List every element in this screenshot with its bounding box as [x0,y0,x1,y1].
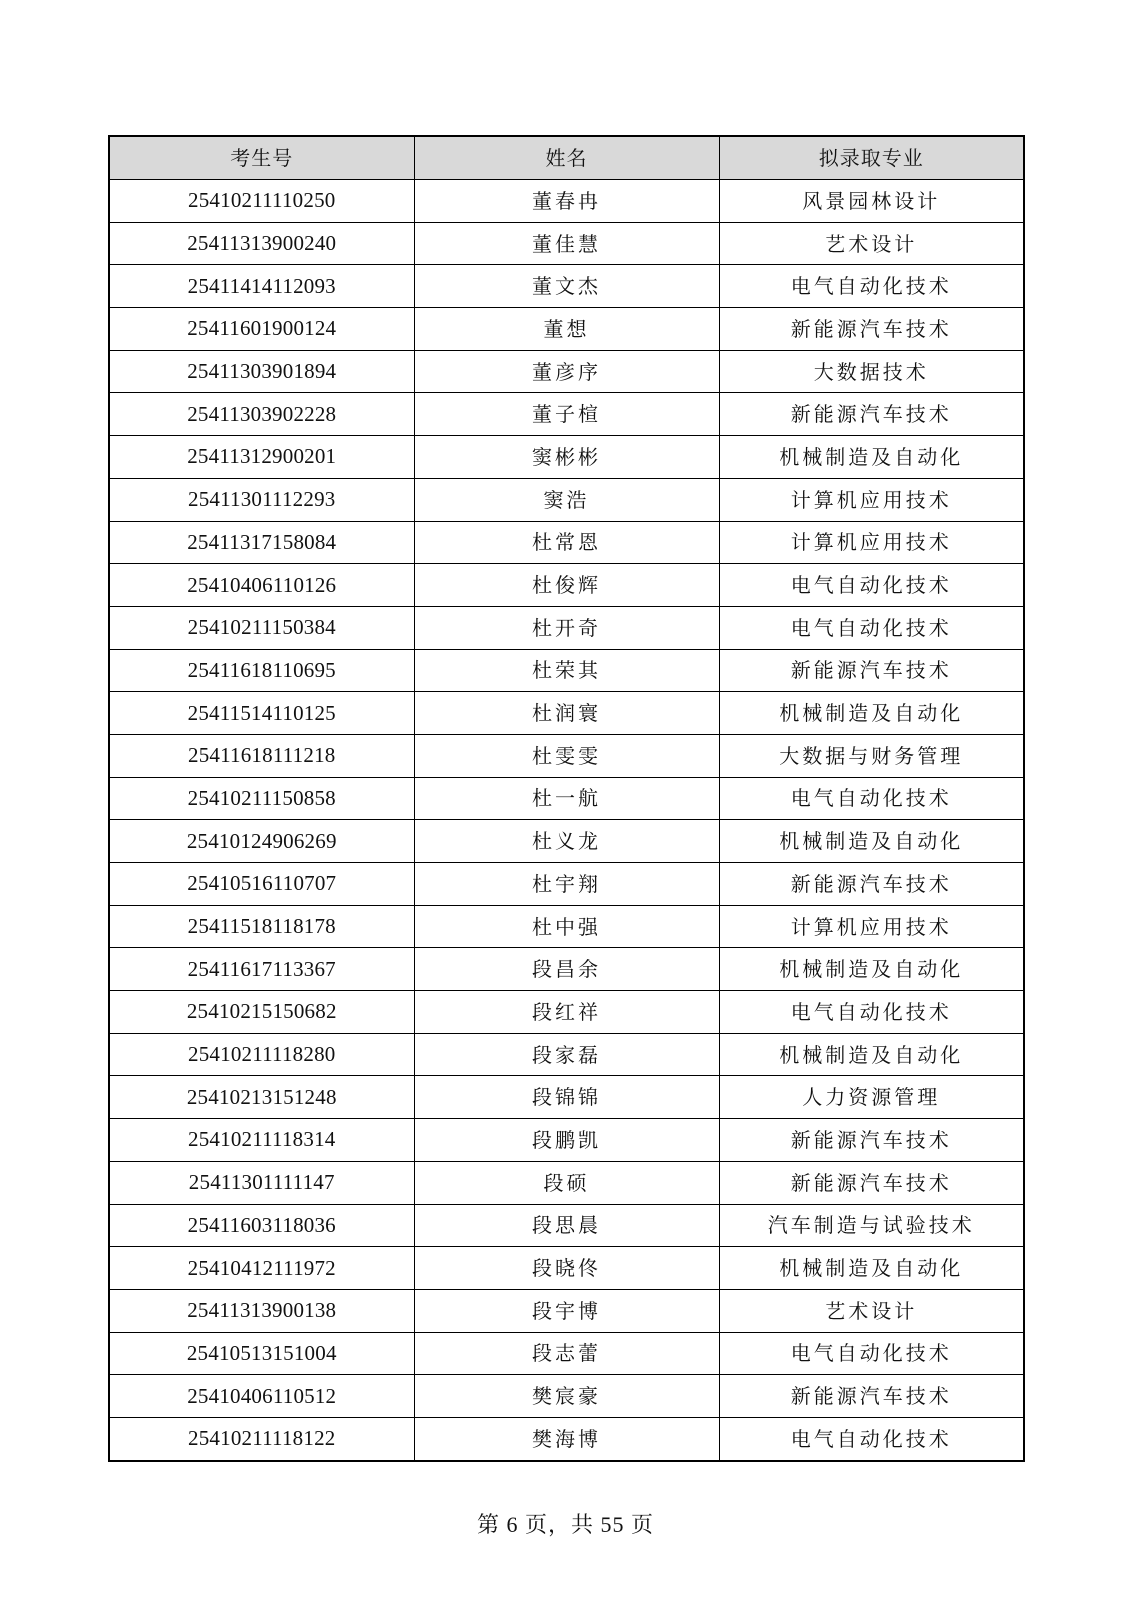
table-row [109,222,1024,265]
name-cell: 窦浩 [414,478,719,521]
table-row [109,1204,1024,1247]
major-cell: 电气自动化技术 [719,1332,1024,1375]
name-cell: 杜常恩 [414,521,719,564]
name-cell: 董子楦 [414,393,719,436]
major-cell: 汽车制造与试验技术 [719,1204,1024,1247]
major-cell: 新能源汽车技术 [719,1161,1024,1204]
table-row [109,692,1024,735]
name-cell: 董彦序 [414,350,719,393]
table-row [109,734,1024,777]
table-row [109,564,1024,607]
exam-id-cell: 25410211118314 [109,1119,414,1162]
name-cell: 杜开奇 [414,606,719,649]
table-row [109,478,1024,521]
table-row [109,180,1024,223]
header-exam-id: 考生号 [109,136,414,180]
exam-id-cell: 25411618111218 [109,734,414,777]
major-cell: 新能源汽车技术 [719,1119,1024,1162]
major-cell: 电气自动化技术 [719,777,1024,820]
major-cell: 计算机应用技术 [719,905,1024,948]
exam-id-cell: 25411518118178 [109,905,414,948]
name-cell: 杜宇翔 [414,863,719,906]
exam-id-cell: 25411514110125 [109,692,414,735]
exam-id-cell: 25411618110695 [109,649,414,692]
table-row [109,1076,1024,1119]
major-cell: 艺术设计 [719,1289,1024,1332]
name-cell: 董文杰 [414,265,719,308]
table-row [109,1375,1024,1418]
name-cell: 段鹏凯 [414,1119,719,1162]
table-row [109,991,1024,1034]
major-cell: 大数据技术 [719,350,1024,393]
table-row [109,521,1024,564]
major-cell: 新能源汽车技术 [719,393,1024,436]
table-row [109,777,1024,820]
exam-id-cell: 25410406110126 [109,564,414,607]
table-row [109,350,1024,393]
exam-id-cell: 25410211110250 [109,180,414,223]
exam-id-cell: 25411301111147 [109,1161,414,1204]
exam-id-cell: 25410211150858 [109,777,414,820]
table-row [109,1119,1024,1162]
major-cell: 机械制造及自动化 [719,820,1024,863]
major-cell: 机械制造及自动化 [719,1247,1024,1290]
exam-id-cell: 25411312900201 [109,436,414,479]
name-cell: 段家磊 [414,1033,719,1076]
exam-id-cell: 25410516110707 [109,863,414,906]
name-cell: 樊宸豪 [414,1375,719,1418]
header-row [109,136,1024,180]
table-row [109,905,1024,948]
exam-id-cell: 25411313900138 [109,1289,414,1332]
exam-id-cell: 25411303902228 [109,393,414,436]
table-row [109,1161,1024,1204]
major-cell: 艺术设计 [719,222,1024,265]
name-cell: 董想 [414,308,719,351]
page-number-text: 第 6 页，共 55 页 [476,1512,654,1537]
table-row [109,1332,1024,1375]
name-cell: 杜荣其 [414,649,719,692]
admission-table [108,135,1025,1462]
exam-id-cell: 25411317158084 [109,521,414,564]
major-cell: 机械制造及自动化 [719,436,1024,479]
table-row [109,265,1024,308]
name-cell: 窦彬彬 [414,436,719,479]
name-cell: 段志蕾 [414,1332,719,1375]
exam-id-cell: 25410412111972 [109,1247,414,1290]
page-footer [0,1508,1131,1539]
name-cell: 董春冉 [414,180,719,223]
name-cell: 段硕 [414,1161,719,1204]
major-cell: 电气自动化技术 [719,564,1024,607]
table-row [109,436,1024,479]
table-row [109,1247,1024,1290]
name-cell: 樊海博 [414,1417,719,1460]
exam-id-cell: 25411617113367 [109,948,414,991]
name-cell: 段昌余 [414,948,719,991]
name-cell: 段晓佟 [414,1247,719,1290]
exam-id-cell: 25410211118280 [109,1033,414,1076]
major-cell: 机械制造及自动化 [719,948,1024,991]
major-cell: 电气自动化技术 [719,265,1024,308]
table-row [109,606,1024,649]
name-cell: 段思晨 [414,1204,719,1247]
major-cell: 计算机应用技术 [719,478,1024,521]
table-row [109,820,1024,863]
major-cell: 新能源汽车技术 [719,863,1024,906]
table-header [109,136,1024,180]
table-row [109,393,1024,436]
header-name: 姓名 [414,136,719,180]
name-cell: 杜俊辉 [414,564,719,607]
major-cell: 电气自动化技术 [719,991,1024,1034]
exam-id-cell: 25410124906269 [109,820,414,863]
major-cell: 计算机应用技术 [719,521,1024,564]
table-row [109,308,1024,351]
major-cell: 电气自动化技术 [719,606,1024,649]
exam-id-cell: 25411414112093 [109,265,414,308]
table-row [109,1033,1024,1076]
name-cell: 杜雯雯 [414,734,719,777]
major-cell: 大数据与财务管理 [719,734,1024,777]
major-cell: 机械制造及自动化 [719,1033,1024,1076]
exam-id-cell: 25411603118036 [109,1204,414,1247]
name-cell: 杜一航 [414,777,719,820]
name-cell: 董佳慧 [414,222,719,265]
major-cell: 新能源汽车技术 [719,1375,1024,1418]
name-cell: 杜中强 [414,905,719,948]
exam-id-cell: 25410215150682 [109,991,414,1034]
table-row [109,1417,1024,1460]
major-cell: 风景园林设计 [719,180,1024,223]
table-row [109,948,1024,991]
table-row [109,863,1024,906]
table-body [109,180,1024,1461]
exam-id-cell: 25410513151004 [109,1332,414,1375]
exam-id-cell: 25410211150384 [109,606,414,649]
major-cell: 机械制造及自动化 [719,692,1024,735]
name-cell: 杜义龙 [414,820,719,863]
name-cell: 段锦锦 [414,1076,719,1119]
table-row [109,1289,1024,1332]
exam-id-cell: 25410211118122 [109,1417,414,1460]
exam-id-cell: 25410406110512 [109,1375,414,1418]
header-major: 拟录取专业 [719,136,1024,180]
name-cell: 杜润寰 [414,692,719,735]
exam-id-cell: 25411601900124 [109,308,414,351]
major-cell: 新能源汽车技术 [719,308,1024,351]
major-cell: 人力资源管理 [719,1076,1024,1119]
major-cell: 新能源汽车技术 [719,649,1024,692]
exam-id-cell: 25411301112293 [109,478,414,521]
exam-id-cell: 25411313900240 [109,222,414,265]
major-cell: 电气自动化技术 [719,1417,1024,1460]
exam-id-cell: 25411303901894 [109,350,414,393]
table-row [109,649,1024,692]
name-cell: 段宇博 [414,1289,719,1332]
name-cell: 段红祥 [414,991,719,1034]
exam-id-cell: 25410213151248 [109,1076,414,1119]
